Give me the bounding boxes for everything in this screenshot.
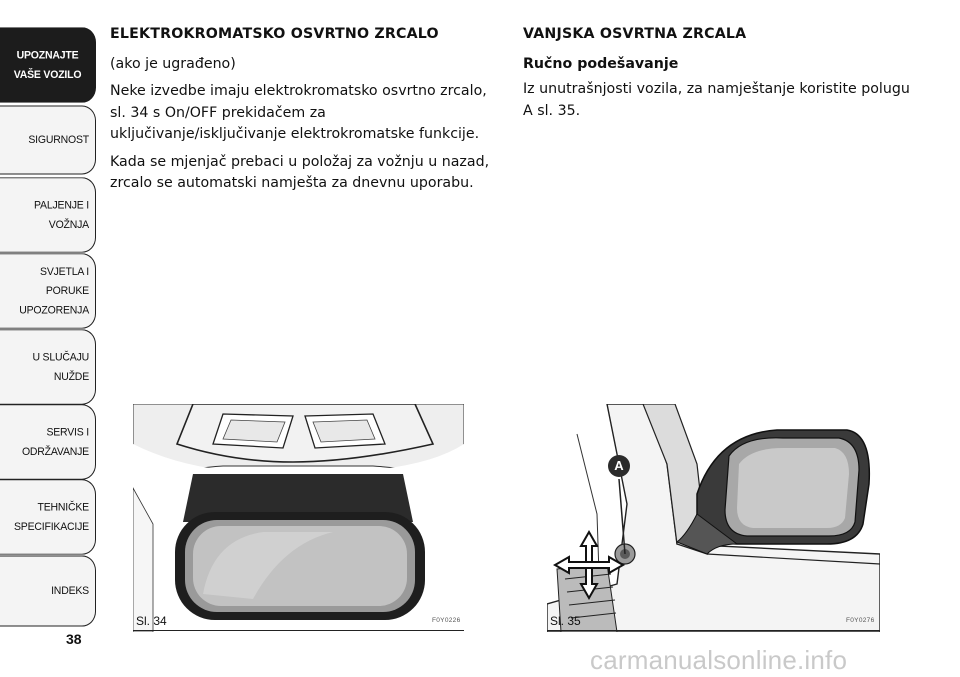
figure-divider xyxy=(133,630,464,631)
tab-label-line2: ODRŽAVANJE xyxy=(21,445,89,459)
tab-label-line2: SPECIFIKACIJE xyxy=(13,520,89,534)
tab-label-line1: UPOZNAJTE xyxy=(16,48,79,62)
tab-indeks[interactable] xyxy=(0,555,96,626)
tab-upoznajte-vase-vozilo[interactable] xyxy=(0,27,96,103)
section-subheading: Ručno podešavanje xyxy=(523,55,679,72)
tab-label-line1: INDEKS xyxy=(51,584,89,598)
tab-label-line1: PALJENJE I xyxy=(34,198,89,212)
callout-a-label: A xyxy=(614,458,624,473)
tab-label-line1: U SLUČAJU xyxy=(32,350,89,364)
tab-label-line2: UPOZORENJA xyxy=(19,303,89,317)
tab-label-line2: VAŠE VOZILO xyxy=(13,68,82,82)
paragraph: Neke izvedbe imaju elektrokromatsko osvrtno zrcalo, sl. 34 s On/OFF prekidačem za uključivanje/isključivanje elektrokromatske funkcije. xyxy=(110,83,487,142)
tab-label-line2: VOŽNJA xyxy=(48,218,89,232)
paragraph: Kada se mjenjač prebaci u položaj za vožnju u nazad, zrcalo se automatski namješta za dnevnu uporabu. xyxy=(110,153,490,191)
tab-label-line1: TEHNIČKE xyxy=(37,500,89,514)
tab-u-slucaju-nuzde[interactable] xyxy=(0,329,96,405)
figure-code: F0Y0226 xyxy=(432,617,461,624)
tab-label-line1: SERVIS I xyxy=(46,425,89,439)
figure-divider xyxy=(547,630,880,631)
tab-label-line1: SIGURNOST xyxy=(28,133,89,147)
figure-label: Sl. 34 xyxy=(136,614,167,628)
exterior-mirror-illustration xyxy=(547,404,880,632)
section-subnote: (ako je ugrađeno) xyxy=(110,55,236,72)
figure-exterior-mirror xyxy=(547,404,880,632)
watermark: carmanualsonline.info xyxy=(590,645,848,675)
tab-paljenje-i-voznja[interactable] xyxy=(0,177,96,253)
tab-label-line2: NUŽDE xyxy=(53,370,89,384)
section-heading: ELEKTROKROMATSKO OSVRTNO ZRCALO xyxy=(110,26,439,42)
tab-label-line1: SVJETLA I PORUKE xyxy=(40,265,89,298)
left-column xyxy=(110,24,495,201)
rearview-mirror-illustration xyxy=(133,404,464,632)
tab-servis-i-odrzavanje[interactable] xyxy=(0,404,96,480)
page-number: 38 xyxy=(66,631,82,647)
figure-rearview-mirror xyxy=(133,404,464,632)
right-column xyxy=(523,24,913,128)
tab-tehnicke-specifikacije[interactable] xyxy=(0,479,96,555)
figure-code: F0Y0276 xyxy=(846,617,875,624)
paragraph: Iz unutrašnjosti vozila, za namještanje koristite polugu A sl. 35. xyxy=(523,81,910,119)
section-heading: VANJSKA OSVRTNA ZRCALA xyxy=(523,26,747,42)
tab-sigurnost[interactable] xyxy=(0,105,96,174)
figure-label: Sl. 35 xyxy=(550,614,581,628)
tab-svjetla-i-poruke-upozorenja[interactable] xyxy=(0,253,96,329)
chapter-tabs xyxy=(0,0,100,677)
